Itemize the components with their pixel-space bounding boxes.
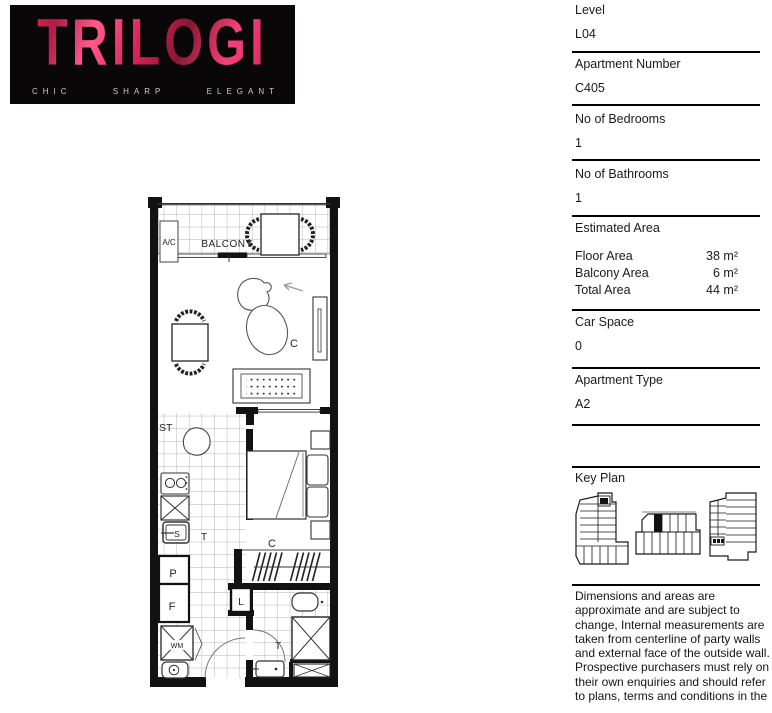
divider (572, 215, 760, 217)
linen-label: L (238, 597, 244, 608)
kitchen-tile-label: T (200, 532, 208, 543)
balcony-tile-label: T (226, 254, 232, 265)
area-value: 6 m² (713, 266, 738, 280)
pillow-top (307, 455, 328, 485)
area-name: Balcony Area (575, 266, 649, 280)
divider (572, 424, 760, 426)
sink-label: S (174, 529, 180, 539)
trilogi-logo (10, 5, 295, 104)
key-plan-building-left (576, 493, 628, 564)
area-row (575, 248, 738, 265)
field-label: Level (575, 3, 605, 17)
living-carpet-label: C (290, 338, 298, 350)
key-plan-title: Key Plan (575, 471, 626, 485)
divider (572, 309, 760, 311)
ac-label: A/C (162, 238, 176, 247)
logo-title: TRILOGI (10, 9, 295, 75)
bathroom-tile-label: T (274, 641, 282, 652)
divider (572, 466, 760, 468)
field-apartment-number (575, 57, 760, 95)
key-plan (572, 490, 760, 582)
key-plan-building-middle (636, 512, 700, 554)
field-label: No of Bathrooms (575, 167, 669, 181)
field-label: Car Space (575, 315, 635, 329)
key-plan-highlighted-unit (654, 514, 662, 532)
living-room (172, 278, 327, 403)
storage-label: ST (159, 422, 173, 434)
outdoor-table (261, 214, 299, 255)
logo-tagline (32, 87, 279, 96)
door-swing-arrow-icon (284, 283, 303, 291)
divider (572, 367, 760, 369)
field-value: C405 (575, 81, 605, 95)
divider (572, 159, 760, 161)
field-value: 1 (575, 136, 582, 150)
field-label: No of Bedrooms (575, 112, 666, 126)
field-estimated-area (575, 221, 760, 235)
field-label: Apartment Type (575, 373, 664, 387)
dining-chair-bottom (176, 364, 204, 374)
tagline-word-sharp: SHARP (112, 87, 166, 96)
dining-table (172, 324, 208, 361)
divider (572, 584, 760, 586)
field-car-space (575, 315, 760, 353)
field-value: L04 (575, 27, 596, 41)
field-bedrooms (575, 112, 760, 150)
area-name: Total Area (575, 283, 631, 297)
tv-unit (313, 297, 327, 360)
field-value: 0 (575, 339, 582, 353)
vanity-basin (256, 661, 284, 677)
bedroom-carpet-label: C (268, 538, 276, 550)
area-value: 38 m² (706, 249, 738, 263)
area-row (575, 265, 738, 282)
bedside-table-top (311, 431, 330, 449)
fridge-label: F (168, 601, 176, 613)
field-apartment-type (575, 373, 760, 411)
bedroom (242, 431, 330, 581)
divider (572, 51, 760, 53)
tagline-word-elegant: ELEGANT (206, 87, 279, 96)
pantry-label: P (169, 568, 177, 580)
key-plan-building-right (710, 493, 756, 560)
toilet (292, 593, 318, 611)
floor-plan (148, 193, 340, 690)
bedside-table-bottom (311, 521, 330, 539)
storage-chair (183, 428, 210, 455)
area-value: 44 m² (706, 283, 738, 297)
washing-machine-label: WM (170, 643, 184, 650)
field-value: 1 (575, 191, 582, 205)
dining-chair-top (176, 311, 204, 321)
field-level (575, 3, 760, 41)
area-row (575, 282, 738, 299)
pillow-bottom (307, 487, 328, 517)
field-label: Apartment Number (575, 57, 681, 71)
bed (247, 451, 306, 519)
field-value: A2 (575, 397, 591, 411)
field-bathrooms (575, 167, 760, 205)
balcony-label: BALCONY (201, 239, 253, 250)
info-panel (572, 0, 770, 713)
disclaimer-text: Dimensions and areas are approximate and are subject to change, Internal measurements are taken from centerline of party walls and external face of the outside wall. Prospective purchasers must rely on their own enquiries and should refer to plans, terms and conditions in the (575, 589, 770, 704)
divider (572, 104, 760, 106)
field-label: Estimated Area (575, 221, 660, 235)
area-table (575, 248, 738, 299)
tagline-word-chic: CHIC (32, 87, 72, 96)
area-name: Floor Area (575, 249, 633, 263)
